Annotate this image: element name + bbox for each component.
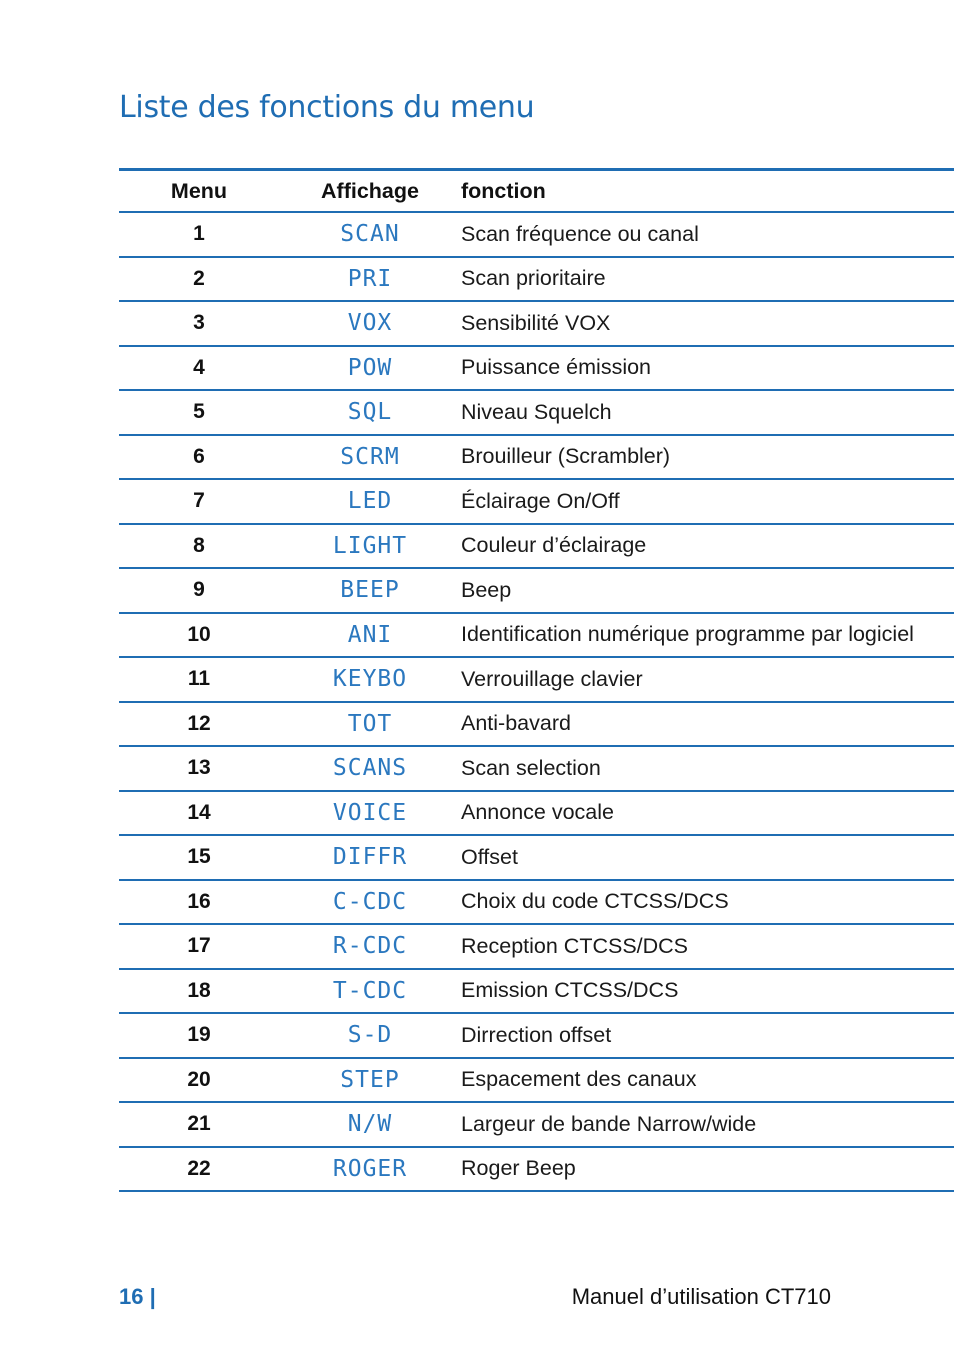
menu-number: 19 [187, 1023, 211, 1047]
function-description: Roger Beep [461, 1156, 576, 1181]
function-description: Brouilleur (Scrambler) [461, 444, 671, 469]
table-row [119, 347, 954, 392]
table-row [119, 436, 954, 481]
manual-title: Manuel d’utilisation CT710 [571, 1284, 831, 1309]
menu-number: 9 [193, 578, 205, 602]
function-description: Sensibilité VOX [461, 310, 611, 335]
menu-functions-table [119, 168, 954, 1192]
lcd-display-code: VOX [347, 310, 393, 337]
table-row [119, 1014, 954, 1059]
table-row [119, 792, 954, 837]
lcd-display-code: DIFFR [332, 844, 408, 871]
lcd-display-code: ANI [347, 621, 393, 648]
lcd-display-code: VOICE [332, 799, 408, 826]
menu-number: 8 [193, 533, 205, 557]
function-description: Scan prioritaire [461, 266, 606, 291]
function-description: Dirrection offset [461, 1022, 612, 1047]
table-row [119, 970, 954, 1015]
function-description: Offset [461, 844, 518, 869]
table-row [119, 525, 954, 570]
function-description: Emission CTCSS/DCS [461, 978, 679, 1003]
function-description: Verrouillage clavier [461, 666, 643, 691]
function-description: Scan selection [461, 755, 601, 780]
menu-number: 4 [193, 355, 205, 379]
menu-number: 15 [187, 845, 211, 869]
menu-number: 21 [187, 1112, 211, 1136]
lcd-display-code: SCRM [340, 443, 400, 470]
function-description: Beep [461, 577, 512, 602]
lcd-display-code: N/W [347, 1111, 393, 1138]
menu-number: 14 [187, 800, 211, 824]
table-row [119, 213, 954, 258]
function-description: Éclairage On/Off [461, 488, 620, 513]
lcd-display-code: SCANS [332, 755, 408, 782]
function-description: Largeur de bande Narrow/wide [461, 1111, 757, 1136]
function-description: Choix du code CTCSS/DCS [461, 889, 729, 914]
lcd-display-code: KEYBO [332, 666, 408, 693]
menu-number: 17 [187, 934, 211, 958]
table-row [119, 302, 954, 347]
lcd-display-code: C-CDC [332, 888, 408, 915]
table-row [119, 1103, 954, 1148]
function-description: Espacement des canaux [461, 1067, 697, 1092]
table-row [119, 836, 954, 881]
table-row [119, 881, 954, 926]
table-row [119, 1148, 954, 1193]
table-header-row [119, 171, 954, 213]
function-description: Scan fréquence ou canal [461, 221, 699, 246]
page-number: 16 | [119, 1284, 156, 1309]
menu-number: 1 [193, 222, 205, 246]
table-body [119, 213, 954, 1192]
menu-number: 12 [187, 711, 211, 735]
menu-number: 3 [193, 311, 205, 335]
function-description: Puissance émission [461, 355, 652, 380]
menu-number: 5 [193, 400, 205, 424]
menu-number: 13 [187, 756, 211, 780]
header-affichage: Affichage [321, 178, 419, 203]
table-row [119, 747, 954, 792]
lcd-display-code: LIGHT [332, 532, 408, 559]
lcd-display-code: STEP [340, 1066, 400, 1093]
table-row [119, 658, 954, 703]
menu-number: 18 [187, 978, 211, 1002]
menu-number: 16 [187, 889, 211, 913]
page-title: Liste des fonctions du menu [119, 90, 535, 125]
function-description: Niveau Squelch [461, 399, 612, 424]
header-menu: Menu [170, 178, 228, 203]
header-fonction: fonction [461, 178, 546, 203]
menu-number: 7 [193, 489, 205, 513]
menu-number: 10 [187, 622, 211, 646]
menu-number: 20 [187, 1067, 211, 1091]
lcd-display-code: BEEP [340, 577, 400, 604]
table-row [119, 569, 954, 614]
lcd-display-code: S-D [347, 1022, 393, 1049]
lcd-display-code: POW [347, 354, 393, 381]
menu-number: 6 [193, 444, 205, 468]
lcd-display-code: SQL [347, 399, 393, 426]
lcd-display-code: PRI [347, 265, 393, 292]
table-row [119, 480, 954, 525]
lcd-display-code: ROGER [332, 1155, 408, 1182]
lcd-display-code: LED [347, 488, 393, 515]
table-row [119, 1059, 954, 1104]
function-description: Annonce vocale [461, 800, 614, 825]
table-row [119, 391, 954, 436]
lcd-display-code: TOT [347, 710, 393, 737]
lcd-display-code: R-CDC [332, 933, 408, 960]
lcd-display-code: T-CDC [332, 977, 408, 1004]
lcd-display-code: SCAN [340, 221, 400, 248]
table-row [119, 258, 954, 303]
menu-number: 22 [187, 1156, 211, 1180]
function-description: Couleur d’éclairage [461, 533, 647, 558]
table-row [119, 925, 954, 970]
menu-number: 2 [193, 266, 205, 290]
function-description: Reception CTCSS/DCS [461, 933, 689, 958]
function-description: Identification numérique programme par logiciel [461, 622, 914, 647]
table-row [119, 703, 954, 748]
function-description: Anti-bavard [461, 711, 571, 736]
menu-number: 11 [187, 667, 211, 691]
table-row [119, 614, 954, 659]
